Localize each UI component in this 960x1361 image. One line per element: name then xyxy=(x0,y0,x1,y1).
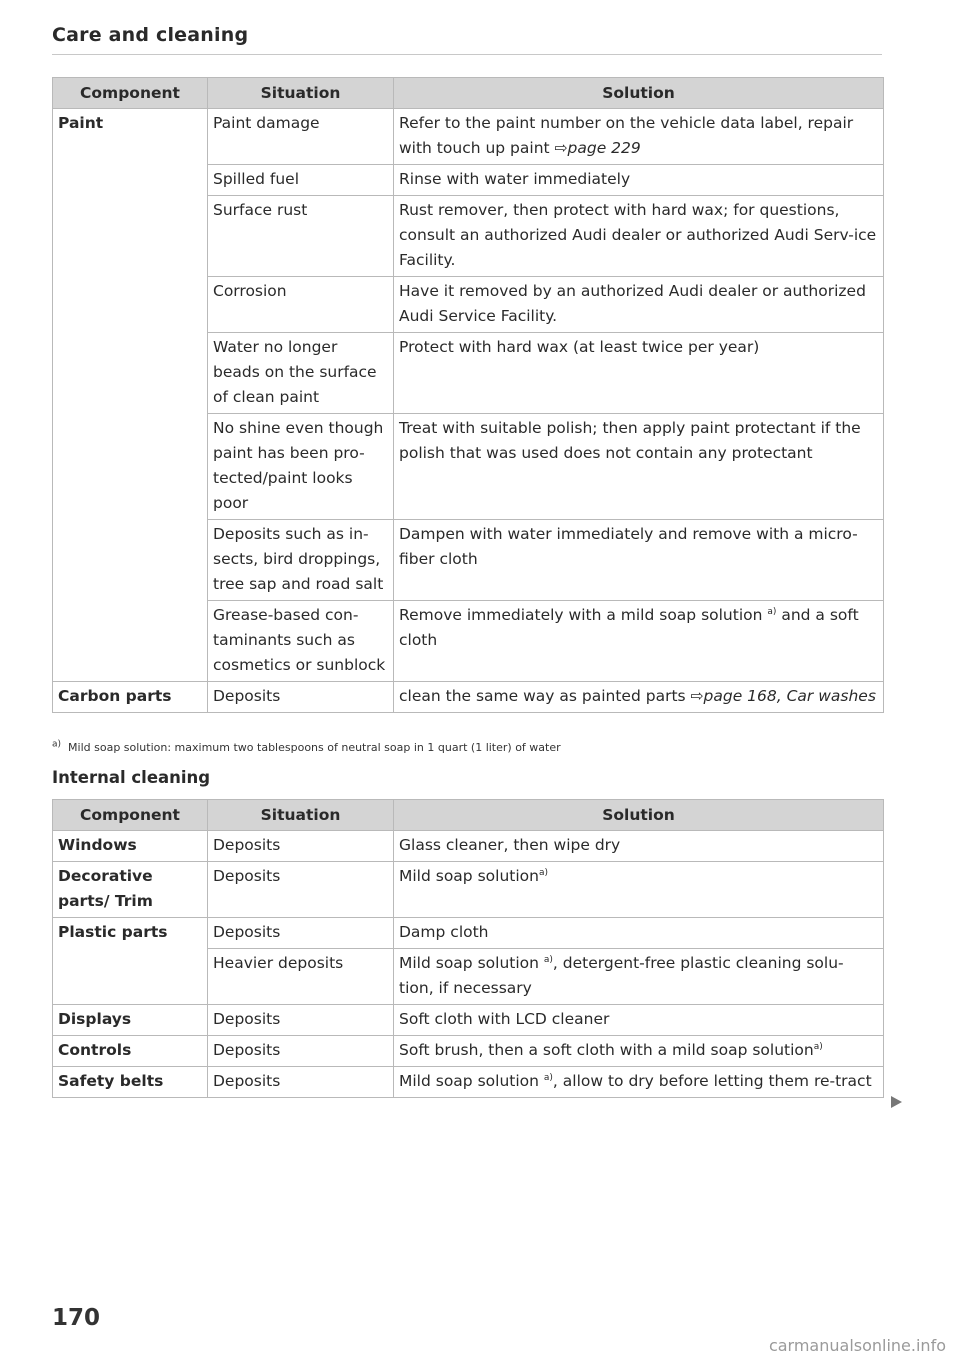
footnote-marker: a) xyxy=(767,606,777,617)
solution-cell: Rinse with water immediately xyxy=(394,165,884,196)
solution-cell: Soft cloth with LCD cleaner xyxy=(394,1005,884,1036)
solution-text: Remove immediately with a mild soap solution xyxy=(399,606,768,624)
watermark: carmanualsonline.info xyxy=(768,1336,946,1355)
component-carbon-parts: Carbon parts xyxy=(53,682,208,713)
solution-text: Mild soap solution xyxy=(399,867,539,885)
solution-text: , allow to dry before letting them re-tract xyxy=(552,1072,872,1090)
solution-cell: Rust remover, then protect with hard wax; for questions, consult an authorized Audi dealer or authorized Audi Serv-ice Facility. xyxy=(394,196,884,277)
solution-cell: Dampen with water immediately and remove with a micro-fiber cloth xyxy=(394,520,884,601)
header-situation: Situation xyxy=(208,78,394,109)
solution-cell: Protect with hard wax (at least twice per year) xyxy=(394,333,884,414)
internal-cleaning-heading: Internal cleaning xyxy=(52,768,211,787)
solution-text: Mild soap solution xyxy=(399,954,544,972)
situation-cell: No shine even though paint has been pro-tected/paint looks poor xyxy=(208,414,394,520)
component-safety-belts: Safety belts xyxy=(53,1067,208,1098)
page-number: 170 xyxy=(52,1305,101,1331)
table-row xyxy=(53,862,884,918)
component-windows: Windows xyxy=(53,831,208,862)
solution-text: Soft brush, then a soft cloth with a mild soap solution xyxy=(399,1041,814,1059)
page-link[interactable]: ⇨page 168, Car washes xyxy=(690,687,876,705)
situation-cell: Deposits xyxy=(208,682,394,713)
solution-text: , detergent-free plastic cleaning solu-tion, if necessary xyxy=(399,954,844,997)
footnote-marker: a) xyxy=(813,1041,823,1052)
section-header: Care and cleaning xyxy=(52,24,882,55)
solution-cell: Have it removed by an authorized Audi dealer or authorized Audi Service Facility. xyxy=(394,277,884,333)
situation-cell: Deposits such as in-sects, bird droppings, tree sap and road salt xyxy=(208,520,394,601)
table-row xyxy=(53,1036,884,1067)
solution-cell: Damp cloth xyxy=(394,918,884,949)
situation-cell: Deposits xyxy=(208,1036,394,1067)
component-decorative-parts: Decorative parts/ Trim xyxy=(53,862,208,918)
footnote xyxy=(52,741,561,754)
footnote-text: Mild soap solution: maximum two tablespoons of neutral soap in 1 quart (1 liter) of water xyxy=(68,741,561,754)
header-solution: Solution xyxy=(394,800,884,831)
continue-arrow-icon xyxy=(891,1096,902,1108)
exterior-care-table xyxy=(52,77,884,713)
table-header-row xyxy=(53,800,884,831)
solution-cell: Treat with suitable polish; then apply paint protectant if the polish that was used does not contain any protectant xyxy=(394,414,884,520)
situation-cell: Water no longer beads on the surface of clean paint xyxy=(208,333,394,414)
component-plastic-parts: Plastic parts xyxy=(53,918,208,1005)
situation-cell: Corrosion xyxy=(208,277,394,333)
situation-cell: Deposits xyxy=(208,1005,394,1036)
table-row xyxy=(53,109,884,165)
internal-care-table xyxy=(52,799,884,1098)
table-row xyxy=(53,1005,884,1036)
component-controls: Controls xyxy=(53,1036,208,1067)
situation-cell: Spilled fuel xyxy=(208,165,394,196)
solution-cell xyxy=(394,1036,884,1067)
header-component: Component xyxy=(53,78,208,109)
situation-cell: Deposits xyxy=(208,831,394,862)
situation-cell: Deposits xyxy=(208,862,394,918)
solution-cell xyxy=(394,862,884,918)
solution-cell xyxy=(394,1067,884,1098)
solution-text: clean the same way as painted parts xyxy=(399,687,691,705)
table-row xyxy=(53,1067,884,1098)
table-header-row xyxy=(53,78,884,109)
component-paint: Paint xyxy=(53,109,208,682)
header-component: Component xyxy=(53,800,208,831)
footnote-marker: a) xyxy=(543,954,553,965)
header-solution: Solution xyxy=(394,78,884,109)
solution-cell xyxy=(394,949,884,1005)
footnote-marker: a) xyxy=(543,1072,553,1083)
solution-text: Mild soap solution xyxy=(399,1072,544,1090)
header-situation: Situation xyxy=(208,800,394,831)
solution-text: Refer to the paint number on the vehicle data label, repair with touch up paint xyxy=(399,114,854,157)
table-row xyxy=(53,918,884,949)
component-displays: Displays xyxy=(53,1005,208,1036)
solution-cell xyxy=(394,682,884,713)
footnote-marker: a) xyxy=(52,739,62,750)
table-row xyxy=(53,831,884,862)
footnote-marker: a) xyxy=(538,867,548,878)
page-link[interactable]: ⇨page 229 xyxy=(554,139,641,157)
situation-cell: Grease-based con-taminants such as cosmetics or sunblock xyxy=(208,601,394,682)
situation-cell: Heavier deposits xyxy=(208,949,394,1005)
solution-cell xyxy=(394,109,884,165)
solution-text: and a soft cloth xyxy=(399,606,859,649)
situation-cell: Deposits xyxy=(208,1067,394,1098)
solution-cell xyxy=(394,601,884,682)
table-row xyxy=(53,682,884,713)
situation-cell: Deposits xyxy=(208,918,394,949)
solution-cell: Glass cleaner, then wipe dry xyxy=(394,831,884,862)
situation-cell: Surface rust xyxy=(208,196,394,277)
situation-cell: Paint damage xyxy=(208,109,394,165)
